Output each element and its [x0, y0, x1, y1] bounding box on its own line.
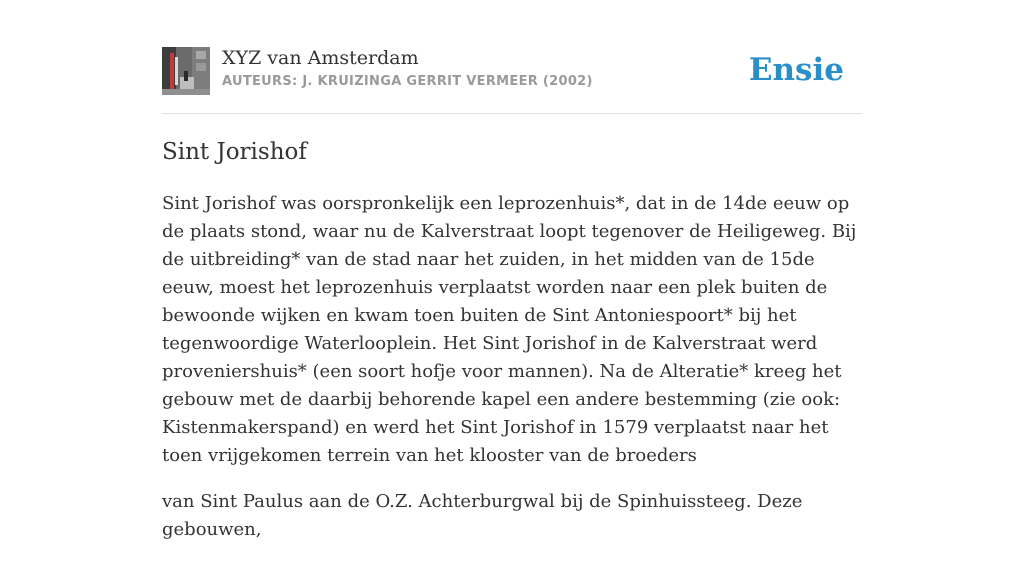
entry-paragraph: van Sint Paulus aan de O.Z. Achterburgwal bij de Spinhuissteeg. Deze gebouwen, — [162, 491, 803, 540]
entry-body — [162, 190, 862, 562]
header-divider — [162, 113, 862, 114]
source-avatar[interactable] — [162, 47, 210, 95]
brand-logo-link[interactable]: Ensie — [748, 52, 844, 88]
street-photo-icon — [162, 47, 210, 95]
source-authors: AUTEURS: J. KRUIZINGA GERRIT VERMEER (2002) — [222, 74, 593, 89]
entry-title: Sint Jorishof — [162, 139, 307, 165]
source-header — [162, 46, 862, 96]
entry-paragraph: Sint Jorishof was oorspronkelijk een leprozenhuis*, dat in de 14de eeuw op de plaats stond, waar nu de Kalverstraat loopt tegenover de Heiligeweg. Bij de uitbreiding* van de stad naar het zuiden, in het midden van de 15de eeuw, moest het leprozenhuis verplaatst worden naar een plek buiten de bewoonde wijken en kwam toen buiten de Sint Antoniespoort* bij het tegenwoordige Waterlooplein. Het Sint Jorishof in de Kalverstraat werd proveniershuis* (een soort hofje voor mannen). Na de Alteratie* kreeg het gebouw met de daarbij behorende kapel een andere bestemming (zie ook: Kistenmakerspand) en werd het Sint Jorishof in 1579 verplaatst naar het toen vrijgekomen terrein van het klooster van de broeders — [162, 193, 857, 466]
source-title[interactable]: XYZ van Amsterdam — [222, 47, 419, 69]
